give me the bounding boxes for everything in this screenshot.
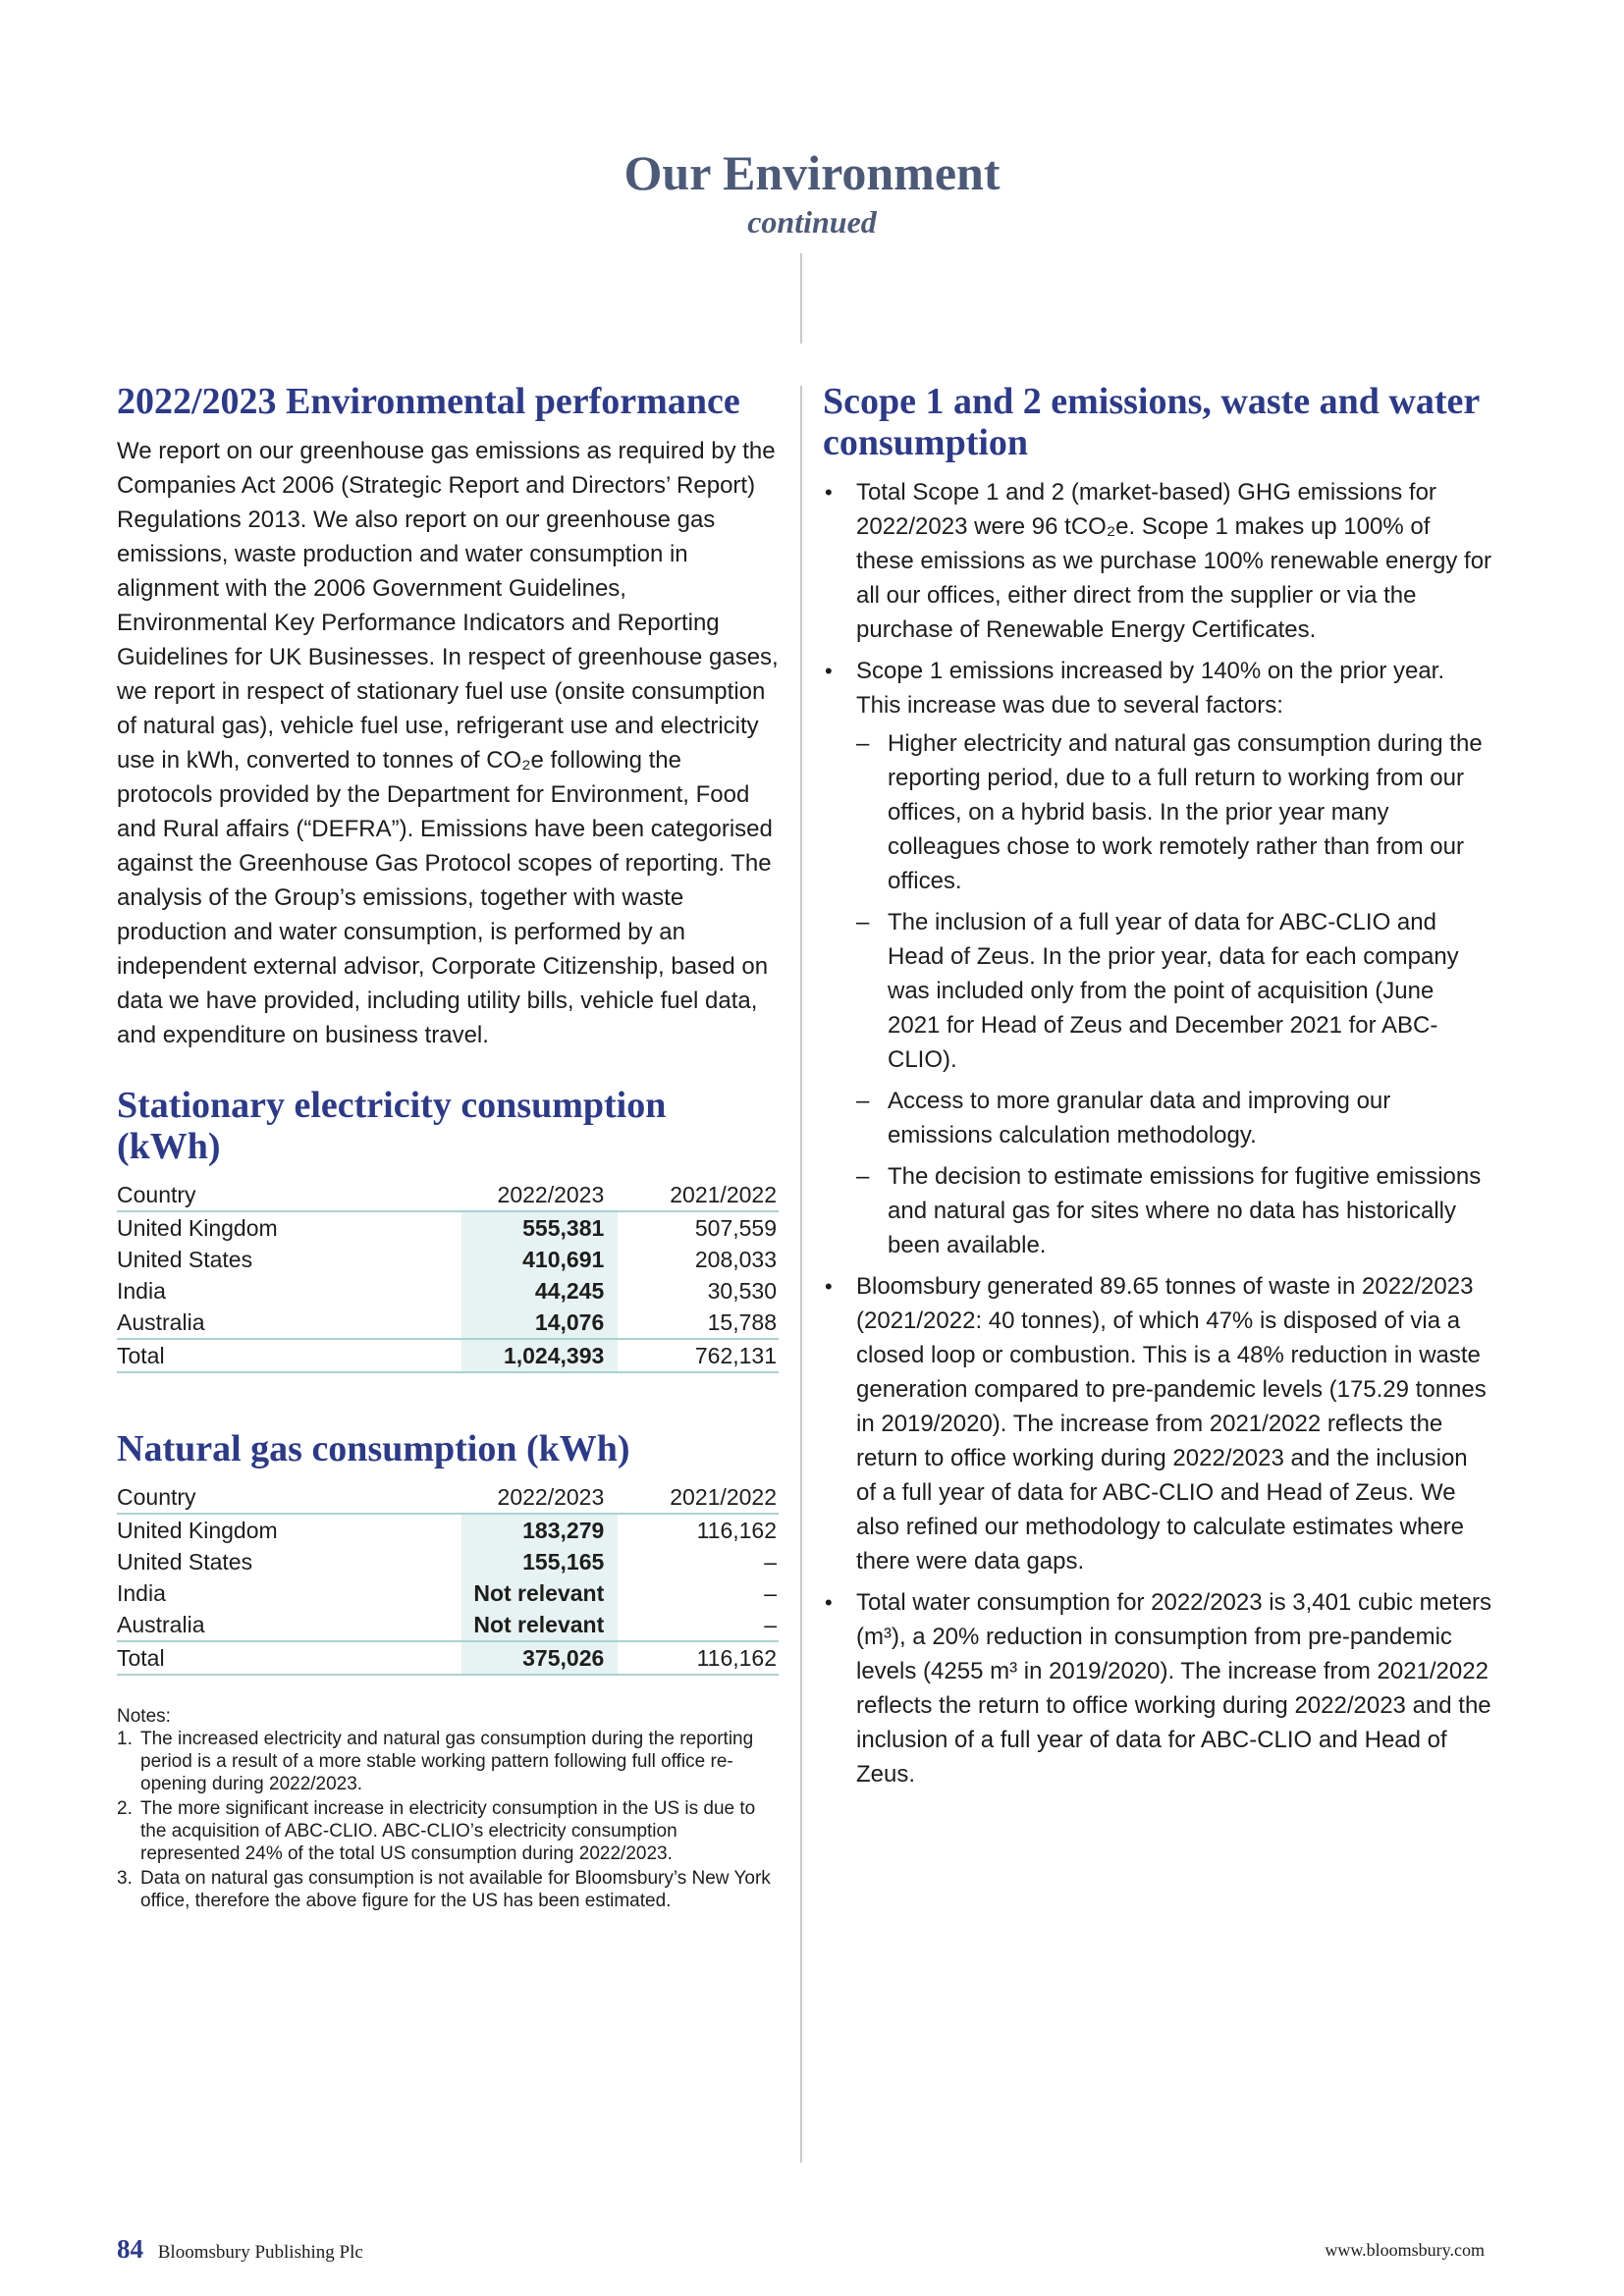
- table-row: [117, 1514, 779, 1546]
- column-header: Country: [117, 1182, 196, 1207]
- sub-bullet-text: The inclusion of a full year of data for ABC-CLIO and Head of Zeus. In the prior year, data for each company was included only from the point of acquisition (June 2021 for Head of Zeus and December 2021 for ABC-CLIO).: [888, 909, 1459, 1073]
- bullet-marker: •: [825, 659, 833, 683]
- bullet-marker: •: [825, 1274, 833, 1299]
- country-cell: India: [117, 1278, 166, 1304]
- footer-left: [117, 2234, 363, 2265]
- table-row: [117, 1577, 779, 1609]
- table-row: [117, 1546, 779, 1577]
- left-column: [117, 381, 779, 1914]
- page-subtitle: continued: [747, 204, 877, 240]
- electricity-table: [117, 1179, 779, 1373]
- country-cell: Australia: [117, 1309, 205, 1335]
- dash-marker: –: [856, 1163, 870, 1190]
- table-total-row: [117, 1339, 779, 1372]
- prior-year-cell: 30,530: [707, 1278, 777, 1304]
- column-header: 2021/2022: [670, 1484, 777, 1510]
- page-number: 84: [117, 2234, 143, 2264]
- sub-bullet-text: Access to more granular data and improving our emissions calculation methodology.: [888, 1088, 1391, 1148]
- note-item: [117, 1867, 779, 1912]
- prior-year-cell: –: [764, 1580, 777, 1606]
- country-cell: India: [117, 1580, 166, 1606]
- note-text: The increased electricity and natural gas consumption during the reporting period is a result of a more stable working pattern following full office re-opening during 2022/2023.: [140, 1729, 754, 1794]
- table-total-row: [117, 1641, 779, 1675]
- current-year-cell: 555,381: [461, 1211, 619, 1244]
- country-cell: United States: [117, 1549, 253, 1575]
- bullet-item: [823, 1585, 1492, 1791]
- prior-year-cell: 116,162: [696, 1518, 777, 1543]
- bullet-item: [823, 654, 1492, 1262]
- total-current-year: 1,024,393: [461, 1339, 619, 1372]
- column-header: Country: [117, 1484, 196, 1510]
- header-divider: [800, 253, 802, 344]
- bullet-text: Bloomsbury generated 89.65 tonnes of waste in 2022/2023 (2021/2022: 40 tonnes), of which 47% is disposed of via a closed loop or combustion. This is a 48% reduction in waste generation compared to pre-pandemic levels (175.29 tonnes in 2019/2020). The increase from 2021/2022 reflects the return to office working during 2022/2023 and the inclusion of a full year of data for ABC-CLIO and Head of Zeus. We also refined our methodology to calculate estimates where there were data gaps.: [856, 1273, 1487, 1575]
- dash-marker: –: [856, 730, 870, 757]
- environmental-performance-heading: 2022/2023 Environmental performance: [117, 381, 740, 422]
- country-cell: United Kingdom: [117, 1518, 278, 1543]
- note-item: [117, 1728, 779, 1795]
- note-number: 1.: [117, 1729, 133, 1749]
- column-divider: [800, 386, 802, 2163]
- total-current-year: 375,026: [461, 1641, 619, 1675]
- table-row: [117, 1307, 779, 1339]
- column-header: 2022/2023: [497, 1182, 605, 1207]
- company-name: Bloomsbury Publishing Plc: [157, 2242, 363, 2263]
- sub-bullet-list: [856, 726, 1492, 1262]
- current-year-cell: 14,076: [461, 1307, 619, 1339]
- right-column: [823, 381, 1492, 1798]
- current-year-cell: Not relevant: [461, 1577, 619, 1609]
- bullet-text: Scope 1 emissions increased by 140% on the prior year. This increase was due to several factors:: [856, 658, 1445, 719]
- table-row: [117, 1609, 779, 1641]
- sub-bullet-text: Higher electricity and natural gas consumption during the reporting period, due to a full return to working from our offices, on a hybrid basis. In the prior year many colleagues chose to work remotely rather than from our offices.: [888, 730, 1483, 894]
- prior-year-cell: 208,033: [694, 1247, 777, 1272]
- country-cell: United Kingdom: [117, 1215, 278, 1241]
- dash-marker: –: [856, 909, 870, 935]
- bullet-text: Total water consumption for 2022/2023 is 3,401 cubic meters (m³), a 20% reduction in consumption from pre-pandemic levels (4255 m³ in 2019/2020). The increase from 2021/2022 reflects the return to office working during 2022/2023 and the inclusion of a full year of data for ABC-CLIO and Head of Zeus.: [856, 1589, 1492, 1788]
- note-text: Data on natural gas consumption is not available for Bloomsbury’s New York office, therefore the above figure for the US has been estimated.: [140, 1868, 771, 1911]
- prior-year-cell: 15,788: [707, 1309, 777, 1335]
- electricity-heading: Stationary electricity consumption (kWh): [117, 1085, 667, 1167]
- page-header: [0, 143, 1624, 241]
- sub-bullet-item: [856, 1159, 1492, 1262]
- table-row: [117, 1211, 779, 1244]
- dash-marker: –: [856, 1088, 870, 1114]
- current-year-cell: 183,279: [461, 1514, 619, 1546]
- prior-year-cell: –: [764, 1549, 777, 1575]
- note-item: [117, 1797, 779, 1865]
- bullet-item: [823, 475, 1492, 647]
- bullet-text: Total Scope 1 and 2 (market-based) GHG emissions for 2022/2023 were 96 tCO₂e. Scope 1 makes up 100% of these emissions as we purchase 100% renewable energy for all our offices, either direct from the supplier or via the purchase of Renewable Energy Certificates.: [856, 479, 1492, 643]
- bullet-marker: •: [825, 480, 833, 505]
- footer-url[interactable]: www.bloomsbury.com: [1325, 2240, 1485, 2260]
- total-prior-year: 116,162: [696, 1645, 777, 1671]
- table-row: [117, 1244, 779, 1275]
- note-text: The more significant increase in electricity consumption in the US is due to the acquisition of ABC-CLIO. ABC-CLIO’s electricity consumption represented 24% of the total US consumption during 2022/2023.: [140, 1798, 756, 1864]
- total-label: Total: [117, 1645, 165, 1671]
- country-cell: Australia: [117, 1612, 205, 1637]
- total-label: Total: [117, 1343, 165, 1368]
- scope-emissions-heading: Scope 1 and 2 emissions, waste and water consumption: [823, 381, 1480, 463]
- current-year-cell: 155,165: [461, 1546, 619, 1577]
- table-header-row: [117, 1481, 779, 1514]
- bullet-marker: •: [825, 1590, 833, 1615]
- bullet-item: [823, 1269, 1492, 1578]
- current-year-cell: Not relevant: [461, 1609, 619, 1641]
- sub-bullet-item: [856, 905, 1492, 1077]
- environmental-performance-text: We report on our greenhouse gas emissions as required by the Companies Act 2006 (Strategic Report and Directors’ Report) Regulations 2013. We also report on our greenhouse gas emissions, waste production and water consumption in alignment with the 2006 Government Guidelines, Environmental Key Performance Indicators and Reporting Guidelines for UK Businesses. In respect of greenhouse gases, we report in respect of stationary fuel use (onsite consumption of natural gas), vehicle fuel use, refrigerant use and electricity use in kWh, converted to tonnes of CO₂e following the protocols provided by the Department for Environment, Food and Rural affairs (“DEFRA”). Emissions have been categorised against the Greenhouse Gas Protocol scopes of reporting. The analysis of the Group’s emissions, together with waste production and water consumption, is performed by an independent external advisor, Corporate Citizenship, based on data we have provided, including utility bills, vehicle fuel data, and expenditure on business travel.: [117, 438, 779, 1048]
- sub-bullet-text: The decision to estimate emissions for fugitive emissions and natural gas for sites where no data has historically been available.: [888, 1163, 1482, 1258]
- natural-gas-table: [117, 1481, 779, 1676]
- current-year-cell: 410,691: [461, 1244, 619, 1275]
- note-number: 3.: [117, 1868, 133, 1889]
- column-header: 2021/2022: [670, 1182, 777, 1207]
- note-number: 2.: [117, 1798, 133, 1819]
- total-prior-year: 762,131: [694, 1343, 777, 1368]
- table-row: [117, 1275, 779, 1307]
- prior-year-cell: 507,559: [694, 1215, 777, 1241]
- page-title: Our Environment: [623, 145, 1001, 200]
- country-cell: United States: [117, 1247, 253, 1272]
- current-year-cell: 44,245: [461, 1275, 619, 1307]
- column-header: 2022/2023: [497, 1484, 605, 1510]
- notes-title: Notes:: [117, 1706, 171, 1727]
- sub-bullet-item: [856, 1084, 1492, 1152]
- notes-list: [117, 1728, 779, 1912]
- table-header-row: [117, 1179, 779, 1211]
- scope-bullet-list: [823, 475, 1492, 1791]
- notes: [117, 1705, 779, 1912]
- sub-bullet-item: [856, 726, 1492, 898]
- prior-year-cell: –: [764, 1612, 777, 1637]
- natural-gas-heading: Natural gas consumption (kWh): [117, 1428, 630, 1469]
